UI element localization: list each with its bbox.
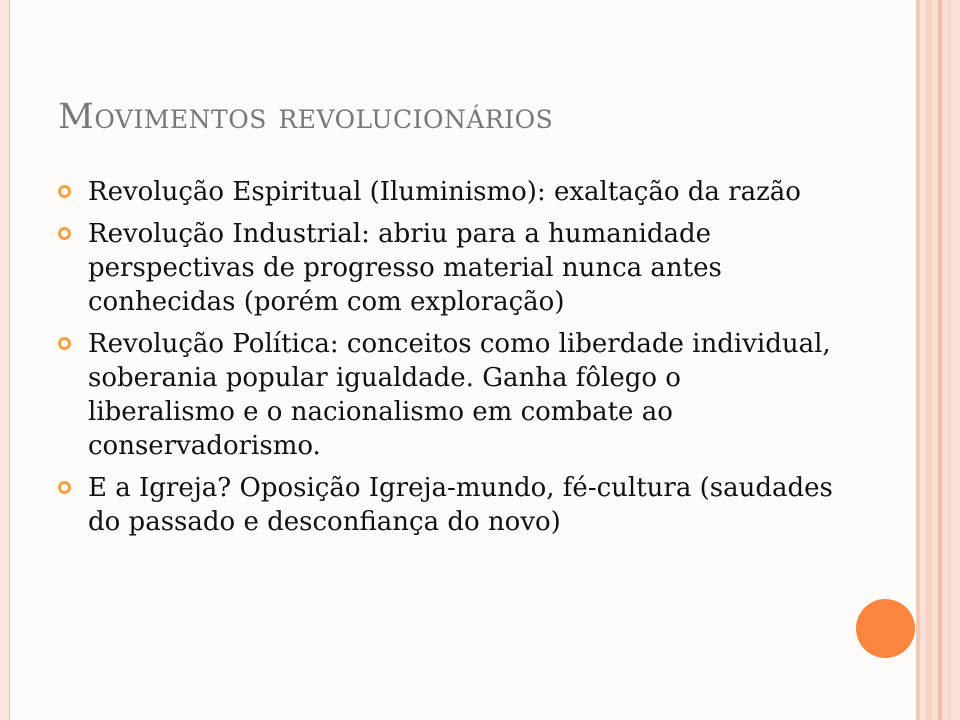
bullet-ring-icon [58, 337, 71, 350]
right-frame-stripe [938, 0, 942, 720]
bullet-ring-icon [58, 481, 71, 494]
bullet-item [56, 217, 836, 319]
right-frame-stripe [916, 0, 920, 720]
bullet-list [56, 175, 836, 547]
bullet-text: E a Igreja? Oposição Igreja-mundo, fé-cultura (saudades do passado e desconfiança do novo) [88, 473, 833, 537]
right-frame-stripe [948, 0, 951, 720]
slide-title: Movimentos revolucionários [58, 97, 554, 137]
bullet-ring-icon [58, 185, 71, 198]
bullet-item [56, 471, 836, 539]
bullet-ring-icon [58, 227, 71, 240]
bullet-text: Revolução Industrial: abriu para a humanidade perspectivas de progresso material nunca antes conhecidas (porém com exploração) [88, 219, 722, 317]
bullet-text: Revolução Política: conceitos como liberdade individual, soberania popular igualdade. Ganha fôlego o liberalismo e o nacionalismo em combate ao conservadorismo. [88, 329, 831, 461]
accent-circle [856, 599, 915, 658]
bullet-text: Revolução Espiritual (Iluminismo): exaltação da razão [88, 177, 801, 207]
left-frame-border [0, 0, 9, 720]
bullet-item [56, 327, 836, 463]
right-frame-stripe [926, 0, 932, 720]
bullet-item [56, 175, 836, 209]
